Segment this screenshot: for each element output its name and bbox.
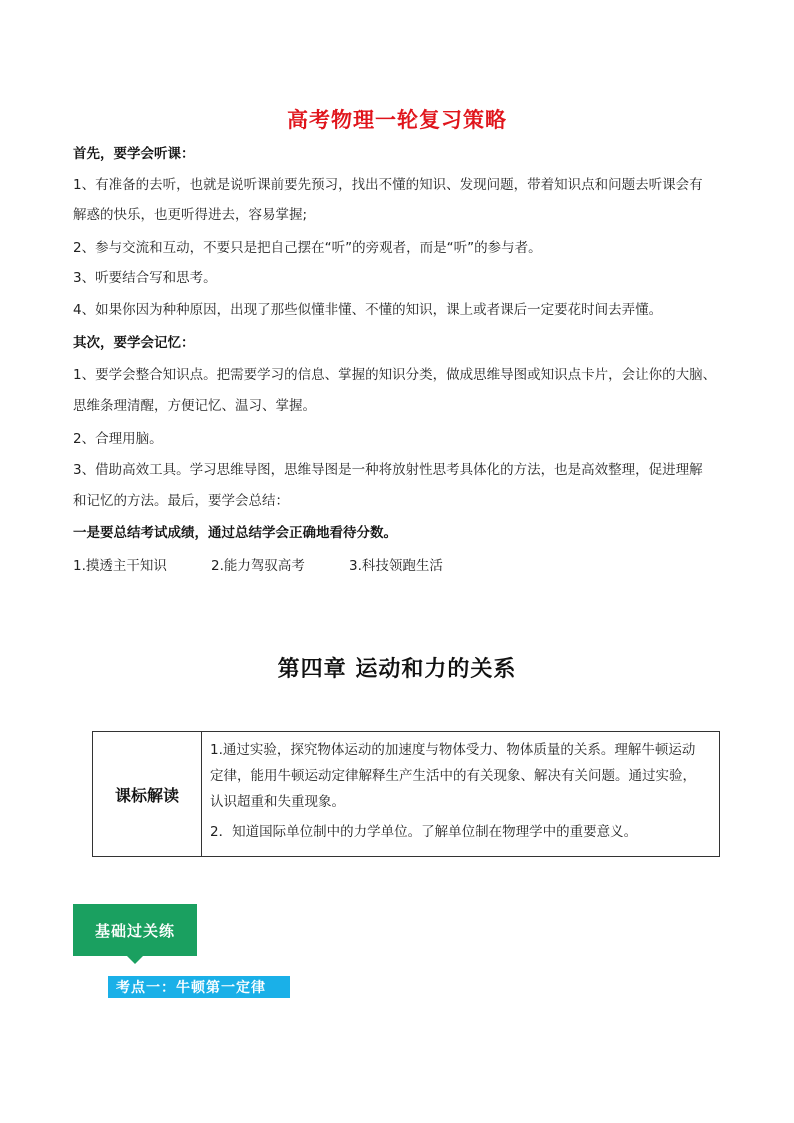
paragraph-memory-1-line1: 1、要学会整合知识点。把需要学习的信息、掌握的知识分类，做成思维导图或知识点卡片，会让你的大脑、 bbox=[73, 367, 717, 383]
section-heading-listening: 首先，要学会听课： bbox=[73, 146, 195, 162]
section-banner: 基础过关练 bbox=[73, 904, 197, 956]
key-point-2: 2.能力驾驭高考 bbox=[211, 558, 305, 574]
paragraph-listening-2: 2、参与交流和互动，不要只是把自己摆在“听”的旁观者，而是“听”的参与者。 bbox=[73, 240, 542, 256]
section-heading-memory: 其次，要学会记忆： bbox=[73, 335, 195, 351]
paragraph-listening-4: 4、如果你因为种种原因，出现了那些似懂非懂、不懂的知识，课上或者课后一定要花时间去弄懂。 bbox=[73, 302, 663, 318]
chapter-title: 第四章 运动和力的关系 bbox=[277, 656, 517, 682]
key-point-3: 3.科技领跑生活 bbox=[349, 558, 443, 574]
document-title: 高考物理一轮复习策略 bbox=[287, 108, 507, 132]
standards-line-4: 2．知道国际单位制中的力学单位。了解单位制在物理学中的重要意义。 bbox=[210, 824, 638, 840]
curriculum-standards-table bbox=[92, 731, 720, 857]
summary-statement: 一是要总结考试成绩，通过总结学会正确地看待分数。 bbox=[73, 525, 397, 541]
paragraph-listening-3: 3、听要结合写和思考。 bbox=[73, 270, 217, 286]
paragraph-listening-1-line1: 1、有准备的去听，也就是说听课前要先预习，找出不懂的知识、发现问题，带着知识点和问题去听课会有 bbox=[73, 177, 703, 193]
exam-point-tag: 考点一：牛顿第一定律 bbox=[108, 976, 290, 998]
paragraph-memory-3-line2: 和记忆的方法。最后，要学会总结： bbox=[73, 493, 289, 509]
standards-line-1: 1.通过实验，探究物体运动的加速度与物体受力、物体质量的关系。理解牛顿运动 bbox=[210, 742, 696, 758]
banner-pointer-shape bbox=[127, 956, 143, 964]
paragraph-memory-3-line1: 3、借助高效工具。学习思维导图，思维导图是一种将放射性思考具体化的方法，也是高效整理，促进理解 bbox=[73, 462, 703, 478]
paragraph-memory-1-line2: 思维条理清醒，方便记忆、温习、掌握。 bbox=[73, 398, 316, 414]
key-point-1: 1.摸透主干知识 bbox=[73, 558, 167, 574]
paragraph-listening-1-line2: 解惑的快乐，也更听得进去，容易掌握; bbox=[73, 207, 308, 223]
standards-line-2: 定律，能用牛顿运动定律解释生产生活中的有关现象、解决有关问题。通过实验， bbox=[210, 768, 696, 784]
standards-content-cell bbox=[202, 732, 719, 856]
standards-line-3: 认识超重和失重现象。 bbox=[210, 794, 345, 810]
paragraph-memory-2: 2、合理用脑。 bbox=[73, 431, 163, 447]
standards-label-cell: 课标解读 bbox=[93, 732, 202, 856]
key-points-row bbox=[73, 556, 733, 576]
